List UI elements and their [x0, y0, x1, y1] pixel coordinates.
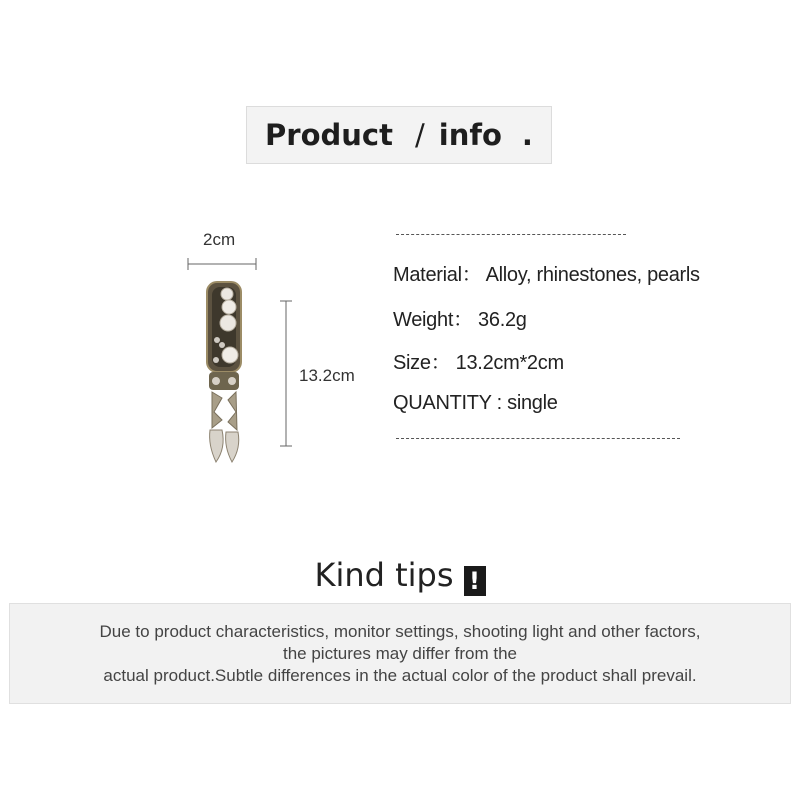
header-title-sep: / [414, 118, 425, 152]
header-title-dot: . [521, 118, 533, 152]
width-label: 2cm [203, 230, 236, 249]
width-dimension-line [188, 258, 256, 270]
header-title-part2: info [438, 118, 502, 152]
exclamation-icon: ! [464, 566, 486, 596]
quantity-spec: QUANTITY : single [393, 392, 558, 414]
tips-line-2: the pictures may differ from the [282, 643, 517, 663]
height-dimension-line [280, 301, 292, 446]
tips-line-3: actual product.Subtle differences in the actual color of the product shall prevail. [103, 665, 697, 685]
bottom-divider [396, 438, 680, 439]
hair-clip-image [207, 282, 241, 462]
top-divider [396, 234, 626, 235]
kind-tips-box [9, 603, 791, 704]
material-spec: Material： Alloy, rhinestones, pearls [393, 264, 700, 286]
weight-spec: Weight： 36.2g [393, 309, 527, 331]
height-label: 13.2cm [299, 366, 355, 385]
kind-tips-heading [0, 556, 800, 596]
tips-line-1: Due to product characteristics, monitor settings, shooting light and other factors, [99, 621, 701, 641]
size-spec: Size： 13.2cm*2cm [393, 352, 564, 374]
header-title-part1: Product [265, 118, 393, 152]
kind-tips-title: Kind tips [314, 556, 454, 594]
